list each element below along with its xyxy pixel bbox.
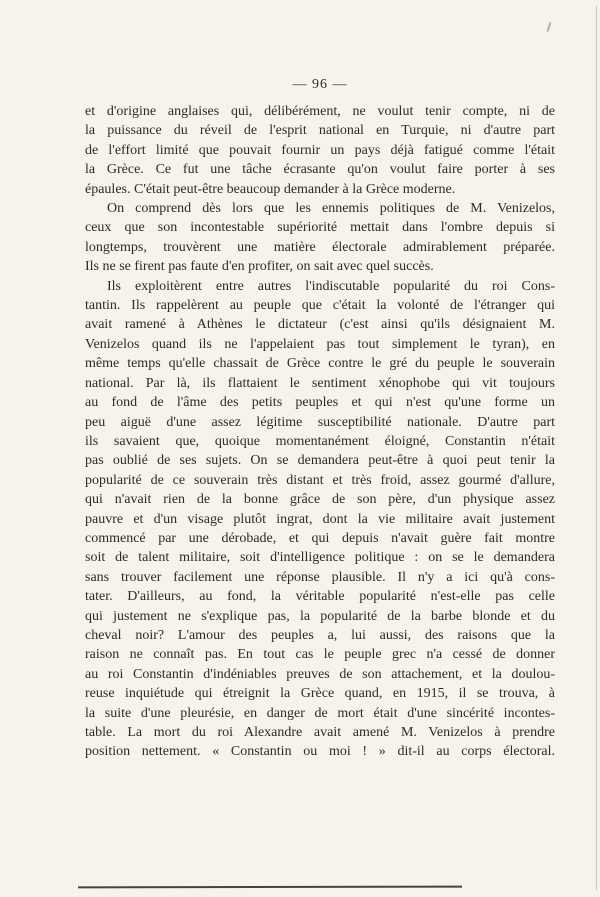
text-line: soit de talent militaire, soit d'intelligence politique : on se le demandera — [85, 550, 555, 566]
text-line: longtemps, trouvèrent une matière électorale admirablement préparée. — [85, 239, 555, 255]
text-line: Ils exploitèrent entre autres l'indiscutable popularité du roi Cons- — [107, 278, 555, 294]
text-line: tater. D'ailleurs, au fond, la véritable popularité n'est-elle pas celle — [85, 589, 555, 605]
page-number: — 96 — — [292, 77, 348, 92]
text-line: tantin. Ils rappelèrent au peuple que c'était la volonté de l'étranger qui — [85, 298, 555, 314]
text-line: épaules. C'était peut-être beaucoup demander à la Grèce moderne. — [85, 181, 456, 197]
text-line: sans trouver facilement une réponse plausible. Il n'y a ici qu'à cons- — [85, 569, 555, 585]
text-line: Ils ne se firent pas faute d'en profiter, on sait avec quel succès. — [85, 259, 434, 275]
scan-bottom-line — [78, 886, 462, 889]
text-line: de l'effort limité que pouvait fournir un pays déjà fatigué comme l'était — [85, 142, 555, 158]
scan-right-edge-line — [596, 6, 597, 890]
text-line: raison ne connaît pas. En tout cas le peuple grec n'a cessé de donner — [85, 647, 555, 663]
text-line: qui justement ne s'explique pas, la popularité de la barbe blonde et du — [85, 608, 555, 624]
text-line: même temps qu'elle chassait de Grèce contre le gré du peuple le souverain — [85, 356, 555, 372]
text-line: avait ramené à Athènes le dictateur (c'est ainsi qu'ils désignaient M. — [85, 317, 555, 333]
text-line: popularité de ce souverain très distant et très froid, assez gourmé d'allure, — [85, 472, 555, 488]
text-line: reuse inquiétude qui étreignit la Grèce quand, en 1915, il se trouva, à — [85, 686, 555, 702]
text-line: national. Par là, ils flattaient le sentiment xénophobe qui vit toujours — [85, 375, 555, 391]
text-line: peu aiguë d'une assez légitime susceptibilité nationale. D'autre part — [85, 414, 555, 430]
text-line: qui n'avait rien de la bonne grâce de son père, d'un physique assez — [85, 492, 555, 508]
paragraph — [85, 199, 555, 277]
paragraph — [85, 102, 555, 199]
text-line: On comprend dès lors que les ennemis politiques de M. Venizelos, — [107, 201, 555, 217]
text-line: table. La mort du roi Alexandre avait amené M. Venizelos à prendre — [85, 725, 555, 740]
text-line: cheval noir? L'amour des peuples a, lui aussi, des raisons que la — [85, 627, 555, 643]
text-line: la suite d'une pleurésie, en danger de mort était d'une sincérité incontes- — [85, 705, 555, 721]
text-line: et d'origine anglaises qui, délibérément, ne voulut tenir compte, ni de — [85, 104, 555, 119]
text-line: au fond de l'âme des petits peuples et qui n'est qu'une forme un — [85, 395, 555, 411]
text-line: ils savaient que, quoique momentanément éloigné, Constantin n'était — [85, 433, 555, 449]
text-line: commencé par une dérobade, et qui depuis n'avait guère fait montre — [85, 530, 555, 546]
text-line: la Grèce. Ce fut une tâche écrasante qu'on voulut faire porter à ses — [85, 162, 555, 178]
text-line: pas oublié de ses sujets. On se demandera peut-être à quoi peut tenir la — [85, 453, 555, 469]
scan-speck — [547, 22, 552, 32]
text-line: pauvre et d'un visage plutôt ingrat, dont la vie militaire avait justement — [85, 511, 555, 527]
text-line: position nettement. « Constantin ou moi ! » dit-il au corps électoral. — [85, 744, 555, 760]
paragraph — [85, 277, 555, 762]
text-line: ceux que son incontestable supériorité mettait dans l'ombre depuis si — [85, 220, 555, 236]
text-line: la puissance du réveil de l'esprit national en Turquie, ni d'autre part — [85, 123, 555, 139]
text-line: Venizelos quand ils ne l'appelaient pas tout simplement le tyran), en — [85, 336, 555, 352]
text-line: au roi Constantin d'indéniables preuves de son attachement, et la doulou- — [85, 666, 555, 682]
text-block — [85, 102, 555, 762]
